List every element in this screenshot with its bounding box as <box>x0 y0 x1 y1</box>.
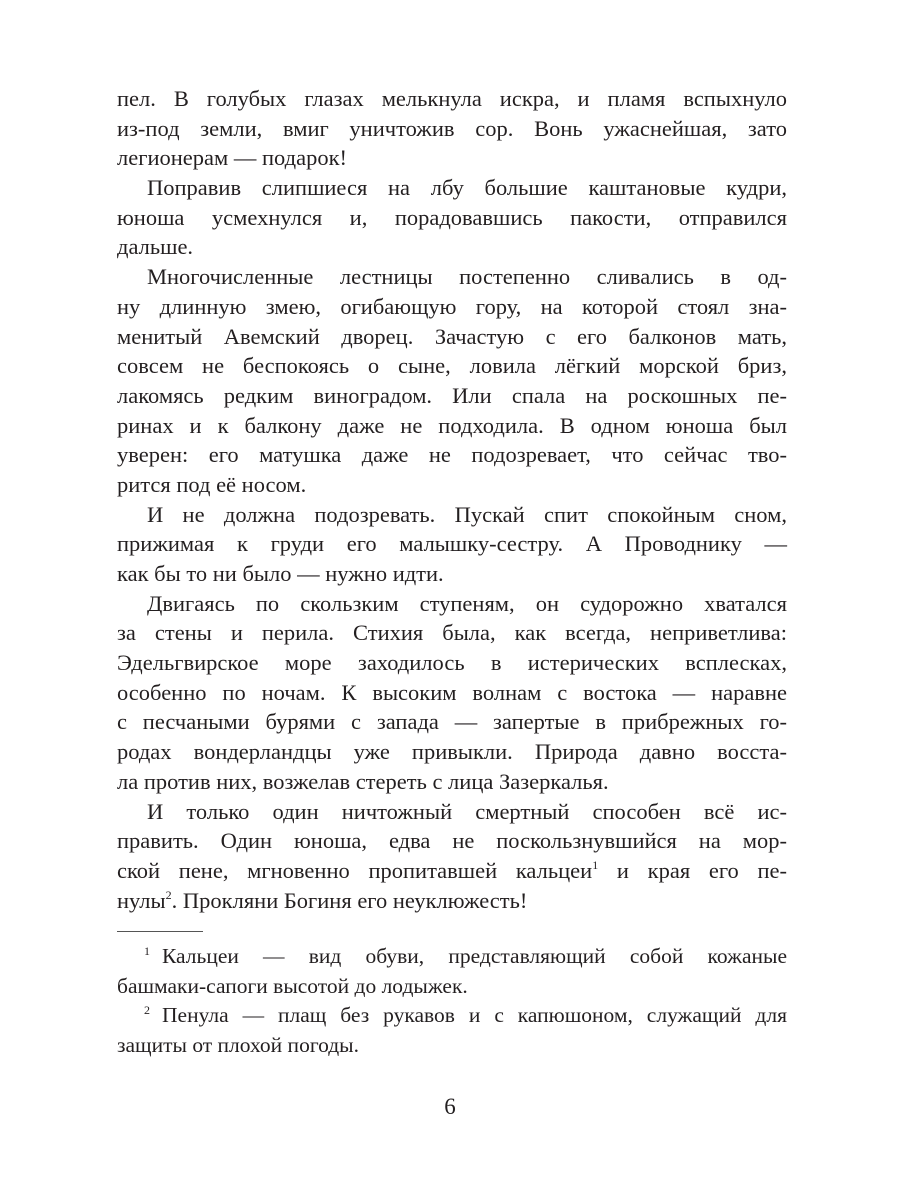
page-number: 6 <box>444 1094 456 1119</box>
text-line <box>117 767 787 797</box>
text-line <box>117 411 787 441</box>
text-line <box>117 856 787 886</box>
paragraph <box>117 173 787 262</box>
line-text: менитый Авемский дворец. Зачастую с его балконов мать, <box>117 323 787 349</box>
text-line <box>117 678 787 708</box>
text-line <box>117 470 787 500</box>
text-line <box>117 114 787 144</box>
paragraph <box>117 84 787 173</box>
text-line <box>117 529 787 559</box>
line-text: как бы то ни было — нужно идти. <box>117 561 444 586</box>
text-line <box>117 440 787 470</box>
line-text: дальше. <box>117 234 194 260</box>
line-text: прижимая к груди его малышку-сестру. А Проводнику — <box>117 531 787 557</box>
text-line <box>117 143 787 173</box>
line-text: из-под земли, вмиг уничтожив сор. Вонь ужаснейшая, зато <box>117 115 787 141</box>
footnote <box>117 942 787 1001</box>
line-text: И не должна подозревать. Пускай спит спокойным сном, <box>147 501 787 527</box>
text-line <box>117 381 787 411</box>
paragraph <box>117 500 787 589</box>
line-text: и края его пе- <box>598 857 788 883</box>
text-line <box>117 232 787 262</box>
text-line <box>117 351 787 381</box>
footnote-line <box>117 1001 787 1031</box>
line-text: Эдельгвирское море заходилось в истерических всплесках, <box>117 650 787 676</box>
line-text: особенно по ночам. К высоким волнам с востока — наравне <box>117 679 787 705</box>
line-text: с песчаными бурями с запада — запертые в прибрежных го- <box>117 709 787 735</box>
line-text: ринах и к балкону даже не подходила. В одном юноша был <box>117 412 787 438</box>
line-text: юноша усмехнулся и, порадовавшись пакости, отправился <box>117 204 787 230</box>
text-line <box>117 322 787 352</box>
text-line <box>117 292 787 322</box>
text-line <box>117 826 787 856</box>
line-text: править. Один юноша, едва не поскользнувшийся на мор- <box>117 828 787 854</box>
text-line <box>117 618 787 648</box>
line-text: Двигаясь по скользким ступеням, он судорожно хватался <box>147 590 787 616</box>
line-text: нулы <box>117 887 166 913</box>
text-line <box>117 886 787 916</box>
footnotes <box>117 942 787 1060</box>
line-text: Многочисленные лестницы постепенно сливались в од- <box>147 264 787 290</box>
footnote-text: башмаки-сапоги высотой до лодыжек. <box>117 973 468 998</box>
line-text: И только один ничтожный смертный способен всё ис- <box>147 798 787 824</box>
text-line <box>117 173 787 203</box>
body-text <box>117 84 787 915</box>
footnote-line <box>117 1031 787 1061</box>
text-line <box>117 648 787 678</box>
line-text: Поправив слипшиеся на лбу большие каштановые кудри, <box>147 175 787 201</box>
line-text: ской пене, мгновенно пропитавшей кальцеи <box>117 857 593 883</box>
paragraph <box>117 262 787 500</box>
text-line <box>117 559 787 589</box>
text-line <box>117 262 787 292</box>
text-line <box>117 797 787 827</box>
footnote-line <box>117 942 787 972</box>
line-text: совсем не беспокоясь о сыне, ловила лёгкий морской бриз, <box>117 353 787 379</box>
line-text: ла против них, возжелав стереть с лица Зазеркалья. <box>117 768 609 794</box>
text-line <box>117 589 787 619</box>
line-text: лакомясь редким виноградом. Или спала на роскошных пе- <box>117 382 787 408</box>
paragraph <box>117 589 787 797</box>
line-text: уверен: его матушка даже не подозревает, что сейчас тво- <box>117 442 787 468</box>
footnote-ref: 2 <box>165 887 172 902</box>
footnote-line <box>117 972 787 1002</box>
line-text: . Прокляни Богиня его неуклюжесть! <box>171 887 528 913</box>
footnote-text: Кальцеи — вид обуви, представляющий собой кожаные <box>162 944 787 968</box>
text-line <box>117 203 787 233</box>
text-line <box>117 707 787 737</box>
footnote-ref: 1 <box>592 857 599 872</box>
footnote-divider <box>117 931 203 932</box>
text-line <box>117 737 787 767</box>
paragraph <box>117 797 787 916</box>
footnote-number: 1 <box>144 944 150 958</box>
line-text: за стены и перила. Стихия была, как всегда, неприветлива: <box>117 620 787 646</box>
line-text: пел. В голубых глазах мелькнула искра, и пламя вспыхнуло <box>117 86 787 111</box>
line-text: легионерам — подарок! <box>117 145 347 171</box>
line-text: ну длинную змею, огибающую гору, на которой стоял зна- <box>117 293 787 319</box>
text-line <box>117 500 787 530</box>
line-text: родах вондерландцы уже привыкли. Природа давно восста- <box>117 739 787 765</box>
footnote-text: защиты от плохой погоды. <box>117 1032 359 1057</box>
footnote-text: Пенула — плащ без рукавов и с капюшоном, служащий для <box>162 1003 787 1027</box>
text-line <box>117 84 787 114</box>
footnote <box>117 1001 787 1060</box>
footnote-number: 2 <box>144 1003 150 1017</box>
line-text: рится под её носом. <box>117 471 307 497</box>
